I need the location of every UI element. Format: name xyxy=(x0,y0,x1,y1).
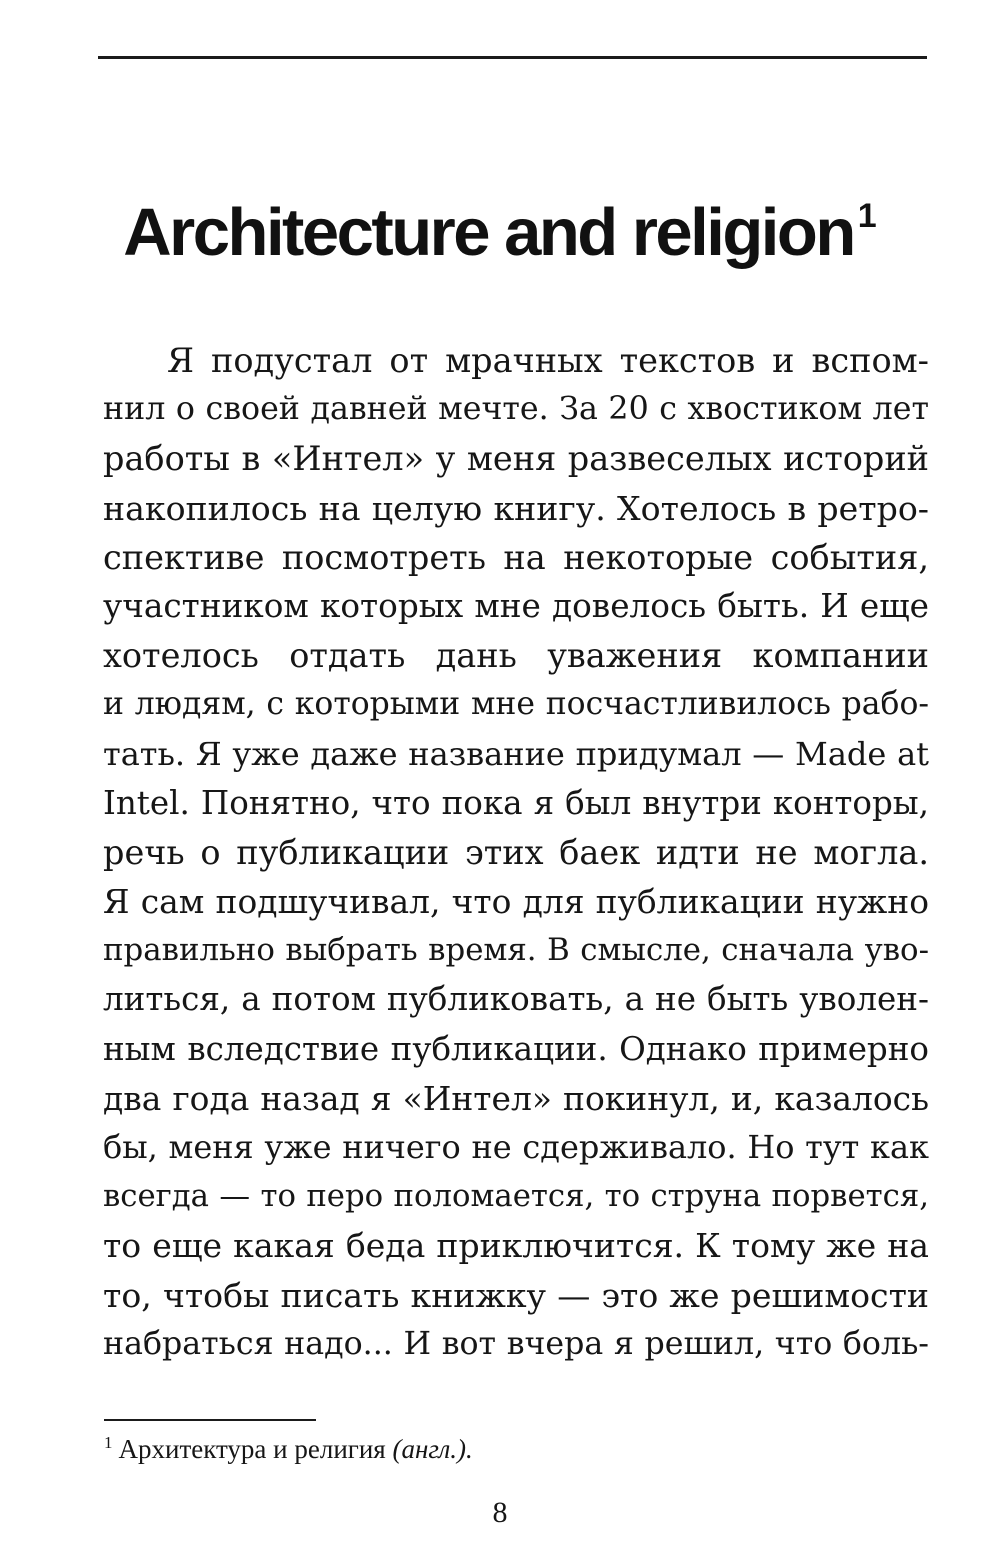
chapter-title xyxy=(0,188,1000,278)
body-line: и людям, с которыми мне посчастливилось рабо- xyxy=(103,686,929,723)
body-line: накопилось на целую книгу. Хотелось в ретро- xyxy=(103,488,929,528)
body-line: нил о своей давней мечте. За 20 с хвостиком лет xyxy=(103,391,929,428)
body-line: тать. Я уже даже название придумал — Made at xyxy=(103,734,929,773)
body-line: два года назад я «Интел» покинул, и, казалось xyxy=(103,1078,929,1118)
chapter-title-text: Architecture and religion xyxy=(123,195,854,270)
body-line: бы, меня уже ничего не сдерживало. Но тут как xyxy=(103,1128,929,1166)
body-line: спективе посмотреть на некоторые события, xyxy=(103,537,929,577)
header-rule xyxy=(98,56,927,59)
body-paragraph xyxy=(103,336,929,1369)
body-line: всегда — то перо поломается, то струна порвется, xyxy=(103,1178,929,1215)
footnote-language-note: (англ.). xyxy=(392,1434,473,1464)
body-line: правильно выбрать время. В смысле, сначала уво- xyxy=(103,932,929,969)
body-line: Я подустал от мрачных текстов и вспом- xyxy=(167,341,929,380)
footnote-text: Архитектура и религия xyxy=(118,1434,386,1464)
body-line: Intel. Понятно, что пока я был внутри конторы, xyxy=(103,783,929,822)
footnote-rule xyxy=(104,1419,316,1421)
title-footnote-marker: 1 xyxy=(857,197,877,235)
body-line: речь о публикации этих баек идти не могла. xyxy=(103,832,929,872)
body-line: работы в «Интел» у меня развеселых историй xyxy=(103,439,929,479)
footnote xyxy=(104,1431,473,1467)
body-line: то еще какая беда приключится. К тому же на xyxy=(103,1226,929,1266)
body-line: участником которых мне довелось быть. И еще xyxy=(103,586,929,625)
body-line: Я сам подшучивал, что для публикации нужно xyxy=(103,882,929,922)
body-line: то, чтобы писать книжку — это же решимости xyxy=(103,1275,929,1315)
footnote-marker: 1 xyxy=(104,1433,113,1452)
page-number: 8 xyxy=(492,1496,508,1529)
body-line: ным вследствие публикации. Однако примерно xyxy=(103,1029,929,1068)
body-line: набраться надо... И вот вчера я решил, что боль- xyxy=(103,1325,929,1362)
body-line: литься, а потом публиковать, а не быть уволен- xyxy=(103,980,929,1019)
body-line: хотелось отдать дань уважения компании xyxy=(103,636,929,676)
